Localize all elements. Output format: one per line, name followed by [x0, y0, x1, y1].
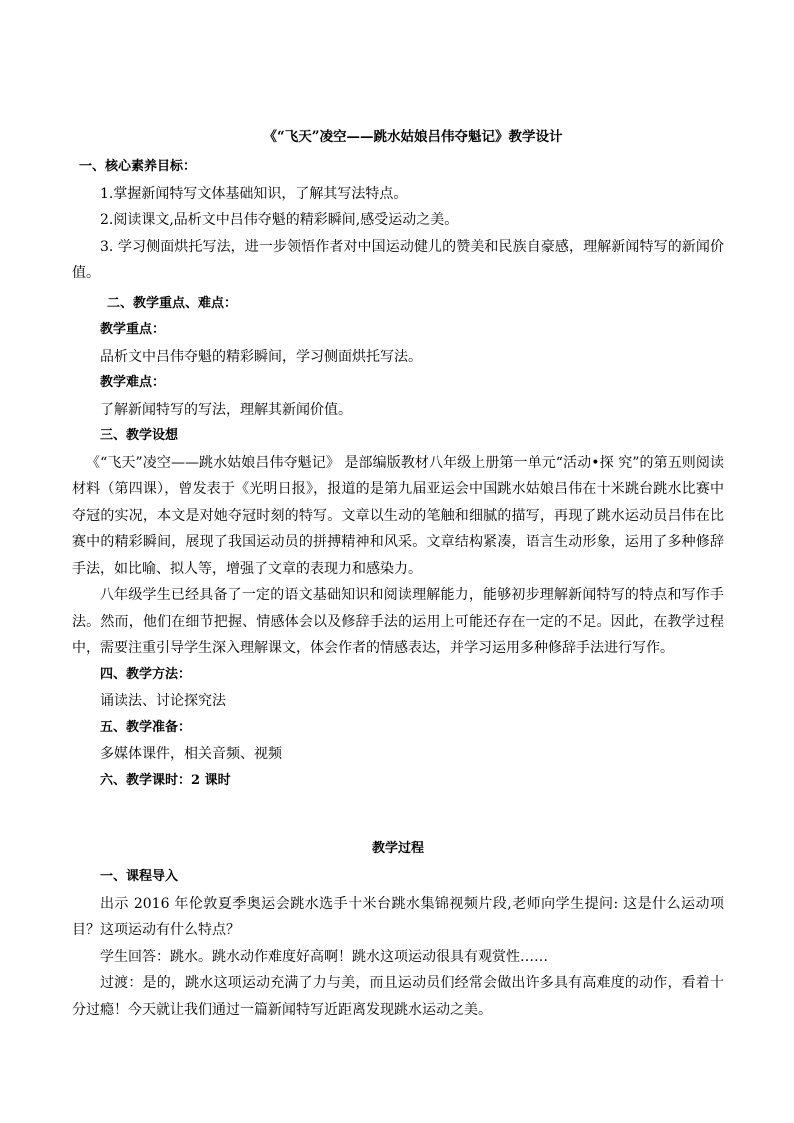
key-point-text: 品析文中吕伟夺魁的精彩瞬间，学习侧面烘托写法。: [100, 348, 422, 365]
section-heading-periods: 六、教学课时：2 课时: [100, 772, 231, 788]
section-spacer: [72, 794, 724, 834]
difficulty-text: 了解新闻特写的写法，理解其新闻价值。: [100, 401, 352, 418]
document-title: 《“飞天”凌空——跳水姑娘吕伟夺魁记》教学设计: [263, 129, 563, 145]
process-paragraph-1: 出示 2016 年伦敦夏季奥运会跳水选手十米台跳水集锦视频片段,老师向学生提问: 这是什么运动项目？这项运动有什么特点？: [72, 895, 724, 938]
process-heading-intro: 一、课程导入: [100, 869, 179, 884]
section-heading-preparation: 五、教学准备：: [100, 719, 192, 735]
objective-item-1: 1.掌握新闻特写文体基础知识，了解其写法特点。: [100, 185, 408, 202]
process-paragraph-2: 学生回答：跳水。跳水动作难度好高啊！跳水这项运动很具有观赏性……: [100, 948, 548, 965]
section-heading-key-points: 二、教学重点、难点：: [107, 295, 238, 311]
difficulty-label: 教学难点：: [100, 375, 166, 390]
section-heading-concept: 三、教学设想: [100, 428, 179, 443]
process-paragraph-3: 过渡：是的，跳水这项运动充满了力与美，而且运动员们经常会做出许多具有高难度的动作，看着十分过瘾！今天就让我们通过一篇新闻特写近距离发现跳水运动之美。: [72, 975, 724, 1018]
section-heading-methods: 四、教学方法：: [100, 666, 192, 682]
section-heading-objectives: 一、核心素养目标：: [79, 159, 197, 174]
concept-paragraph-2: 八年级学生已经具备了一定的语文基础知识和阅读理解能力，能够初步理解新闻特写的特点和写作手法。然而，他们在细节把握、情感体会以及修辞手法的运用上可能还存在一定的不足。因此，在教学过程中，需要注重引导学生深入理解课文，体会作者的情感表达，并学习运用多种修辞手法进行写作。: [72, 587, 724, 656]
objective-item-2: 2.阅读课文,品析文中吕伟夺魁的精彩瞬间,感受运动之美。: [100, 212, 459, 228]
objective-item-3: 3. 学习侧面烘托写法，进一步领悟作者对中国运动健儿的赞美和民族自豪感，理解新闻特写的新闻价值。: [72, 238, 724, 281]
process-title: 教学过程: [371, 841, 424, 856]
key-point-label: 教学重点：: [100, 322, 166, 337]
document-page: [72, 120, 724, 1023]
methods-text: 诵读法、讨论探究法: [100, 693, 226, 709]
concept-paragraph-1: 《“飞天”凌空——跳水姑娘吕伟夺魁记》 是部编版教材八年级上册第一单元“活动•探 究”的第五则阅读材料（第四课），曾发表于《光明日报》，报道的是第九届亚运会中国跳水姑娘吕伟在十米跳台跳水比赛中夺冠的实况，本文是对她夺冠时刻的特写。文章以生动的笔触和细腻的描写，再现了跳水运动员吕伟在比赛中的精彩瞬间，展现了我国运动员的拼搏精神和风采。文章结构紧凑，语言生动形象，运用了多种修辞手法，如比喻、拟人等，增强了文章的表现力和感染力。: [72, 454, 724, 577]
preparation-text: 多媒体课件，相关音频、视频: [100, 746, 282, 762]
